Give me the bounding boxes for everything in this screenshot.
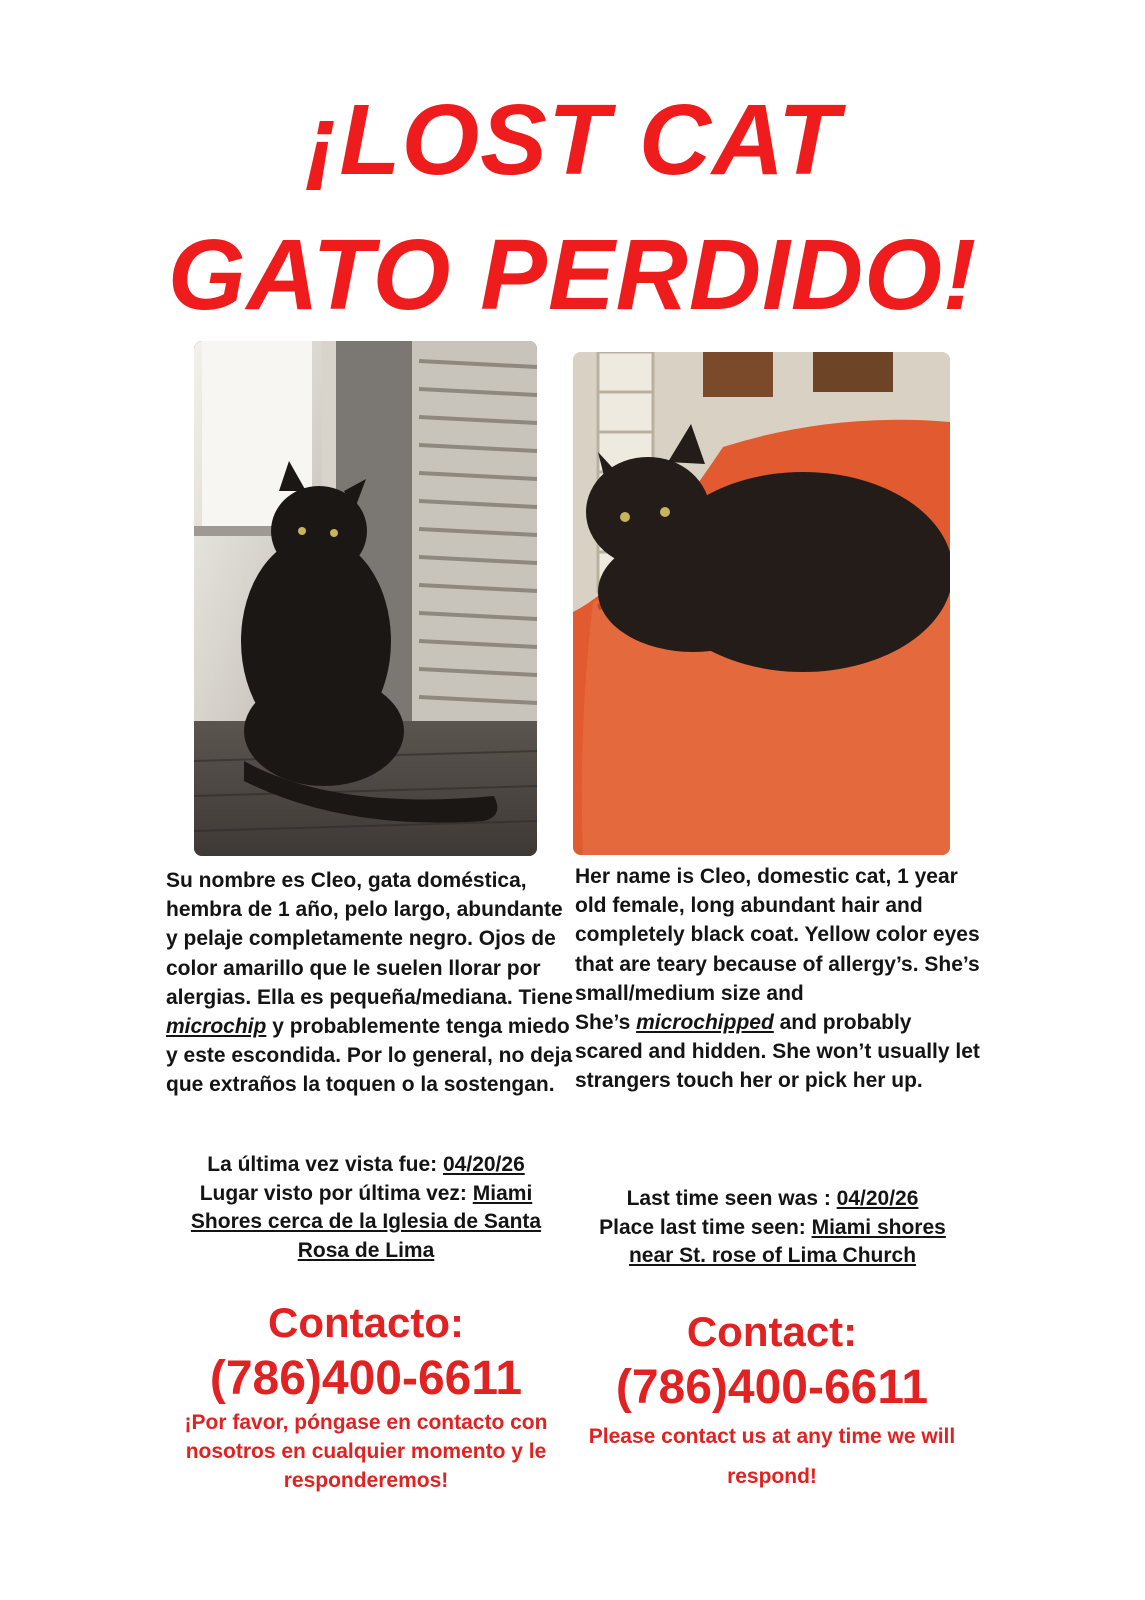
es-phone-number[interactable]: (786)400-6611 <box>209 1352 523 1405</box>
en-seen-label: Last time seen was : <box>626 1187 837 1210</box>
cat-photo-couch <box>573 352 950 855</box>
en-desc-part2-prefix: She’s <box>575 1011 637 1035</box>
es-place-value: Miami Shores cerca de la Iglesia de Santa Rosa de Lima <box>190 1181 542 1262</box>
en-contact-message: Please contact us at any time we will respond! <box>588 1425 956 1488</box>
english-contact <box>572 1305 972 1497</box>
es-desc-part1: Su nombre es Cleo, gata doméstica, hembra de 1 año, pelo largo, abundante y pelaje completamente negro. Ojos de color amarillo que le suelen llorar por alergias. Ella es pequeña/mediana. Tiene <box>166 869 573 1009</box>
en-desc-part1: Her name is Cleo, domestic cat, 1 year old female, long abundant hair and completely black coat. Yellow color eyes that are teary because of allergy’s. She’s small/medium size and <box>575 865 980 1005</box>
spanish-description <box>166 866 576 1100</box>
english-description <box>575 862 985 1096</box>
es-contact-message: ¡Por favor, póngase en contacto con nosotros en cualquier momento y le responderemos! <box>184 1411 548 1492</box>
es-seen-date: 04/20/26 <box>443 1153 525 1176</box>
spanish-contact <box>162 1296 570 1495</box>
title-line-2: GATO PERDIDO! <box>167 219 978 331</box>
es-place-label: Lugar visto por última vez: <box>199 1181 473 1205</box>
en-seen-date: 04/20/26 <box>836 1187 919 1210</box>
en-microchipped-emphasis: microchipped <box>636 1011 774 1035</box>
en-place-label: Place last time seen: <box>599 1215 812 1239</box>
es-microchip-emphasis: microchip <box>166 1015 267 1039</box>
title-line-1: ¡LOST CAT <box>305 84 840 196</box>
spanish-last-seen <box>166 1151 566 1265</box>
en-contact-label: Contact: <box>686 1308 858 1355</box>
es-desc-part2: y probablemente tenga miedo y este escondida. Por lo general, no deja que extraños la toquen o la sostengan. <box>166 1015 573 1097</box>
en-desc-part3: and probably scared and hidden. She won’t usually let strangers touch her or pick her up. <box>575 1011 980 1093</box>
es-contact-label: Contacto: <box>268 1299 464 1346</box>
es-seen-label: La última vez vista fue: <box>207 1153 443 1176</box>
en-phone-number[interactable]: (786)400-6611 <box>615 1361 929 1414</box>
cat-photo-sitting <box>194 341 537 856</box>
english-last-seen <box>575 1185 970 1271</box>
en-place-value: Miami shores near St. rose of Lima Church <box>628 1215 946 1267</box>
